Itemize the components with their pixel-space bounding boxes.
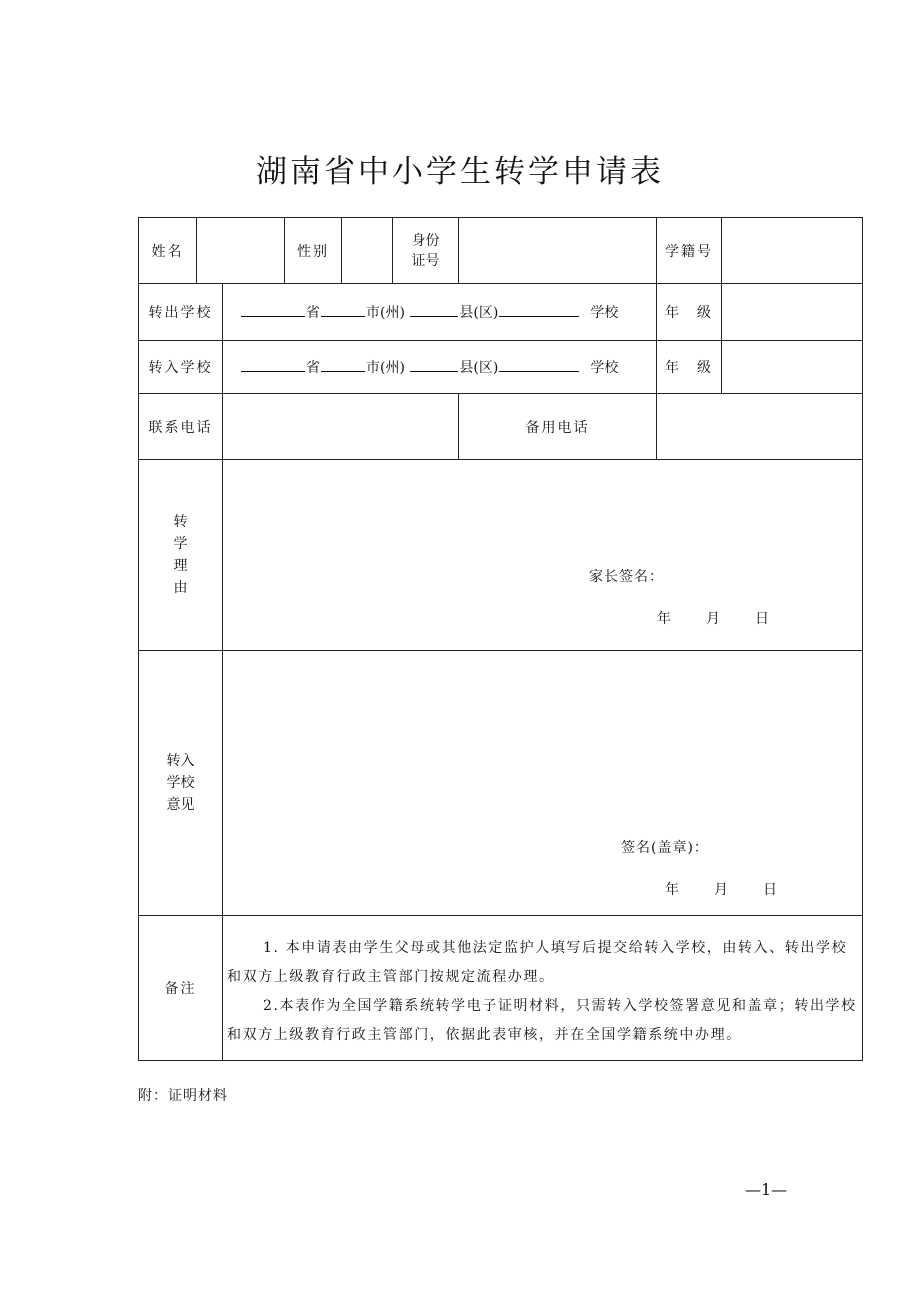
- appendix-note: 附：证明材料: [138, 1088, 228, 1104]
- sign-seal-label: 签名(盖章)：: [621, 840, 709, 856]
- phone-field[interactable]: [223, 394, 459, 460]
- opinion-label: [139, 651, 223, 916]
- school-text: 学校: [590, 360, 619, 376]
- student-no-label: 学籍号: [657, 218, 722, 284]
- year-text: 年: [657, 611, 672, 627]
- day-text: 日: [755, 611, 770, 627]
- student-no-field[interactable]: [722, 218, 863, 284]
- opinion-line: 学校: [166, 775, 195, 791]
- county-text: 县(区): [459, 305, 499, 321]
- gender-field[interactable]: [342, 218, 393, 284]
- gender-label: 性别: [285, 218, 342, 284]
- backup-phone-label: 备用电话: [459, 394, 657, 460]
- opinion-line: 意见: [166, 797, 195, 813]
- county-text: 县(区): [459, 360, 499, 376]
- reason-label: [139, 460, 223, 651]
- id-number-field[interactable]: [459, 218, 657, 284]
- city-text: 市(州): [366, 360, 405, 376]
- transfer-out-label: 转出学校: [139, 284, 223, 341]
- note-item-1: 1. 本申请表由学生父母或其他法定监护人填写后提交给转入学校，由转入、转出学校和双方上级教育行政主管部门按规定流程办理。: [227, 940, 848, 985]
- note-item-2: 2.本表作为全国学籍系统转学电子证明材料，只需转入学校签署意见和盖章；转出学校和双方上级教育行政主管部门，依据此表审核，并在全国学籍系统中办理。: [227, 998, 857, 1043]
- id-number-label: [393, 218, 459, 284]
- school-blank[interactable]: [499, 357, 579, 372]
- name-field[interactable]: [197, 218, 285, 284]
- school-blank[interactable]: [499, 302, 579, 317]
- opinion-date: [665, 879, 778, 899]
- transfer-in-label: 转入学校: [139, 341, 223, 394]
- backup-phone-field[interactable]: [657, 394, 863, 460]
- page-number: —1—: [745, 1180, 788, 1199]
- month-text: 月: [706, 611, 721, 627]
- notes-label: 备注: [139, 916, 223, 1061]
- month-text: 月: [714, 882, 729, 898]
- reason-char: 学: [173, 536, 188, 552]
- school-text: 学校: [590, 305, 619, 321]
- province-text: 省: [306, 360, 320, 376]
- transfer-in-grade-field[interactable]: [722, 341, 863, 394]
- province-blank[interactable]: [241, 302, 305, 317]
- day-text: 日: [763, 882, 778, 898]
- id-label-line1: 身份: [411, 232, 440, 249]
- year-text: 年: [665, 882, 680, 898]
- reason-date: [657, 608, 770, 628]
- form-title: 湖南省中小学生转学申请表: [256, 154, 664, 190]
- transfer-application-table: [138, 217, 863, 1061]
- city-text: 市(州): [366, 305, 405, 321]
- city-blank[interactable]: [321, 357, 365, 372]
- name-label: 姓名: [139, 218, 197, 284]
- province-text: 省: [306, 305, 320, 321]
- opinion-field[interactable]: [223, 651, 863, 916]
- reason-char: 转: [173, 514, 188, 530]
- province-blank[interactable]: [241, 357, 305, 372]
- reason-char: 由: [173, 580, 188, 596]
- city-blank[interactable]: [321, 302, 365, 317]
- phone-label: 联系电话: [139, 394, 223, 460]
- notes-content: [223, 916, 863, 1061]
- transfer-out-grade-label: 年 级: [657, 284, 722, 341]
- reason-char: 理: [173, 558, 188, 574]
- transfer-out-address[interactable]: [223, 284, 657, 341]
- transfer-in-address[interactable]: [223, 341, 657, 394]
- opinion-line: 转入: [166, 753, 195, 769]
- county-blank[interactable]: [410, 357, 458, 372]
- transfer-in-grade-label: 年 级: [657, 341, 722, 394]
- id-label-line2: 证号: [411, 252, 440, 269]
- transfer-out-grade-field[interactable]: [722, 284, 863, 341]
- reason-field[interactable]: [223, 460, 863, 651]
- county-blank[interactable]: [410, 302, 458, 317]
- parent-signature-label: 家长签名：: [589, 569, 664, 585]
